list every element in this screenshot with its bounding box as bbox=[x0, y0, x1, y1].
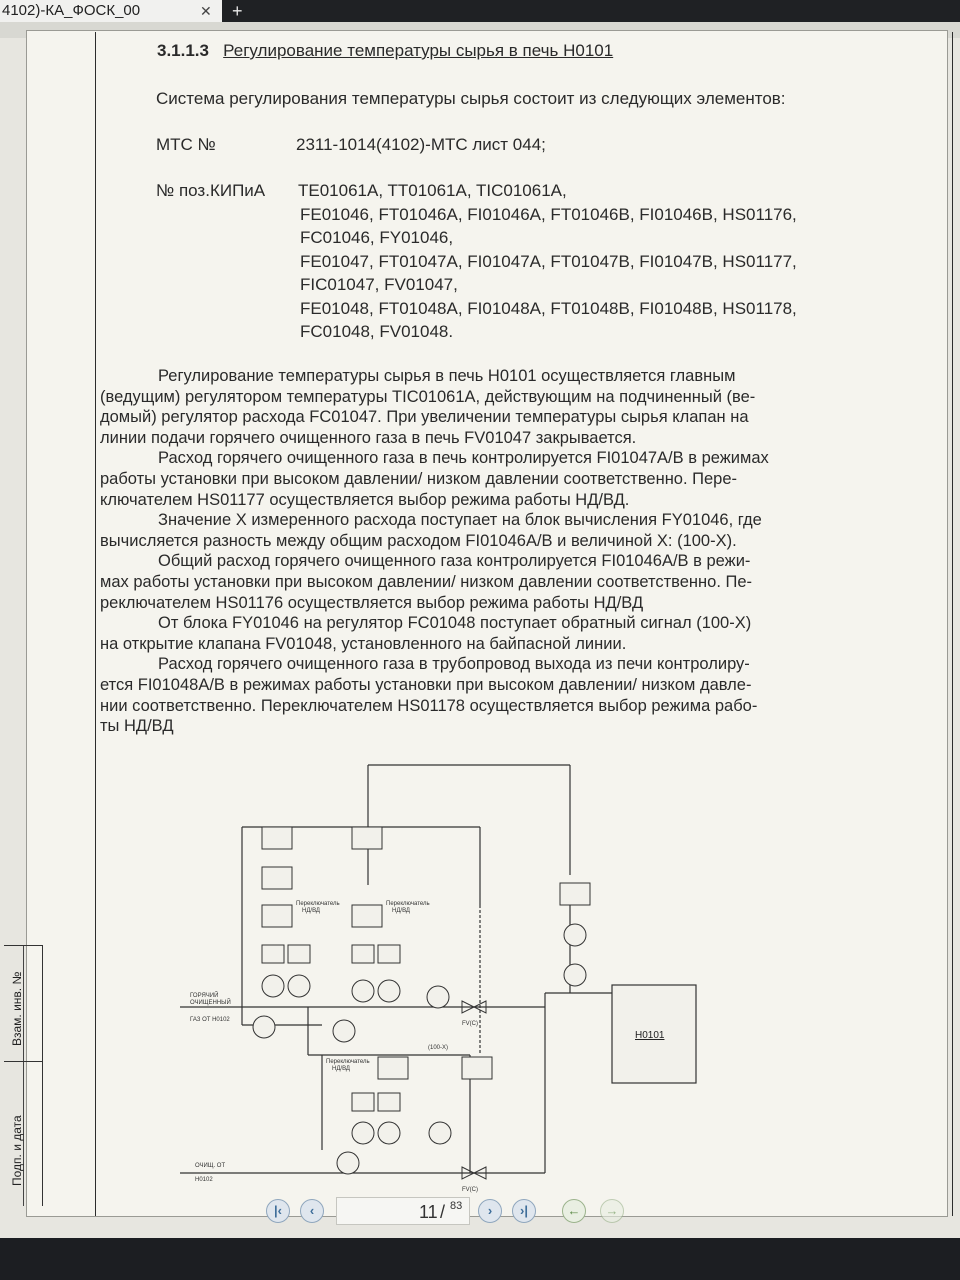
switch-label-3b: НД/ВД bbox=[332, 1066, 350, 1072]
paragraph-line: домый) регулятор расхода FC01047. При увеличении температуры сырья клапан на bbox=[100, 408, 749, 427]
section-title: Регулирование температуры сырья в печь Н0101 bbox=[223, 41, 614, 60]
valve-label-2: FV(C) bbox=[462, 1187, 478, 1193]
kip-line: FIC01047, FV01047, bbox=[300, 275, 458, 294]
valve-label-1: FV(C) bbox=[462, 1021, 478, 1027]
paragraph-line: реключателем HS01176 осуществляется выбор режима работы НД/ВД bbox=[100, 593, 644, 612]
paragraph-line: Значение X измеренного расхода поступает на блок вычисления FY01046, где bbox=[158, 511, 762, 530]
inlet-label-3: ГАЗ ОТ Н0102 bbox=[190, 1017, 230, 1023]
signal-label: (100-X) bbox=[428, 1045, 449, 1051]
paragraph-line: Расход горячего очищенного газа в трубопровод выхода из печи контролиру- bbox=[158, 655, 750, 674]
outlet-label-1: ОЧИЩ. ОТ bbox=[195, 1163, 226, 1169]
paragraph-line: линии подачи горячего очищенного газа в печь FV01047 закрывается. bbox=[100, 428, 637, 447]
kip-line: FE01048, FT01048A, FI01048A, FT01048B, FI01048B, HS01178, bbox=[300, 299, 797, 318]
mtc-value: 2311-1014(4102)-МТС лист 044; bbox=[296, 135, 546, 154]
inlet-label-1: ГОРЯЧИЙ bbox=[190, 993, 219, 999]
kip-line: FC01048, FV01048. bbox=[300, 322, 454, 341]
mtc-label: МТС № bbox=[156, 135, 216, 154]
next-page-button[interactable]: › bbox=[478, 1199, 502, 1223]
stamp-label-signature: Подп. и дата bbox=[10, 1115, 24, 1186]
outlet-label-2: Н0102 bbox=[195, 1177, 213, 1183]
switch-label-1b: НД/ВД bbox=[302, 908, 320, 914]
paragraph-line: Общий расход горячего очищенного газа контролируется FI01046A/B в режи- bbox=[158, 552, 751, 571]
switch-label-2a: Переключатель bbox=[386, 901, 430, 907]
section-heading bbox=[157, 41, 613, 61]
inlet-label-2: ОЧИЩЕННЫЙ bbox=[190, 1000, 231, 1006]
paragraph-line: нии соответственно. Переключателем HS01178 осуществляется выбор режима рабо- bbox=[100, 696, 758, 715]
intro-text: Система регулирования температуры сырья состоит из следующих элементов: bbox=[156, 89, 786, 108]
title-block-stamp bbox=[4, 945, 43, 1206]
paragraph-line: работы установки при высоком давлении/ низком давлении соответственно. Пере- bbox=[100, 470, 738, 488]
last-page-button[interactable]: ›| bbox=[512, 1199, 536, 1223]
kip-label: № поз.КИПиА bbox=[156, 181, 266, 200]
page-separator: / bbox=[440, 1202, 446, 1222]
switch-label-1a: Переключатель bbox=[296, 901, 340, 907]
paragraph-line: ется FI01048A/B в режимах работы установки при высоком давлении/ низком давле- bbox=[100, 676, 752, 694]
prev-page-button[interactable]: ‹ bbox=[300, 1199, 324, 1223]
new-tab-button[interactable]: + bbox=[232, 1, 243, 21]
tab-bar bbox=[0, 0, 960, 22]
page-total: 83 bbox=[450, 1200, 463, 1212]
paragraph-line: на открытие клапана FV01048, установленного на байпасной линии. bbox=[100, 634, 627, 653]
paragraph-line: От блока FY01046 на регулятор FC01048 поступает обратный сигнал (100-X) bbox=[158, 614, 752, 633]
switch-label-2b: НД/ВД bbox=[392, 908, 410, 914]
bottom-strip bbox=[0, 1238, 960, 1280]
control-schematic bbox=[150, 755, 710, 1195]
viewer-toolbar bbox=[0, 1188, 960, 1238]
tab-title: 4102)-КА_ФОСК_00 bbox=[2, 2, 141, 19]
kip-line: FC01046, FY01046, bbox=[300, 228, 454, 247]
kip-line: FE01047, FT01047A, FI01047A, FT01047B, FI01047B, HS01177, bbox=[300, 252, 797, 271]
kip-line: FE01046, FT01046A, FI01046A, FT01046B, FI01046B, HS01176, bbox=[300, 205, 797, 224]
paragraph-line: вычисляется разность между общим расходом FI01046A/B и величиной X: (100-X). bbox=[100, 531, 737, 550]
paragraph-line: (ведущим) регулятором температуры TIC01061A, действующим на подчиненный (ве- bbox=[100, 387, 756, 406]
paragraph-line: мах работы установки при высоком давлении/ низком давлении соответственно. Пе- bbox=[100, 573, 753, 591]
furnace-label: Н0101 bbox=[635, 1030, 665, 1041]
back-arrow-icon[interactable]: ← bbox=[562, 1199, 586, 1223]
document-tab[interactable] bbox=[0, 0, 222, 22]
forward-arrow-icon[interactable]: → bbox=[600, 1199, 624, 1223]
switch-label-3a: Переключатель bbox=[326, 1059, 370, 1065]
paragraph-line: Расход горячего очищенного газа в печь контролируется FI01047A/B в режимах bbox=[158, 449, 769, 468]
tab-close-icon[interactable]: ✕ bbox=[200, 3, 212, 19]
page-current: 11 bbox=[419, 1202, 438, 1222]
paragraph-line: ты НД/ВД bbox=[100, 717, 174, 736]
page-number-field[interactable] bbox=[336, 1197, 470, 1225]
section-number: 3.1.1.3 bbox=[157, 41, 209, 60]
first-page-button[interactable]: |‹ bbox=[266, 1199, 290, 1223]
paragraph-line: Регулирование температуры сырья в печь Н0101 осуществляется главным bbox=[158, 367, 736, 385]
kip-line: TE01061A, TT01061A, TIC01061A, bbox=[298, 181, 567, 200]
paragraph-line: ключателем HS01177 осуществляется выбор режима работы НД/ВД. bbox=[100, 490, 630, 509]
stamp-label-replacement: Взам. инв. № bbox=[10, 971, 24, 1046]
